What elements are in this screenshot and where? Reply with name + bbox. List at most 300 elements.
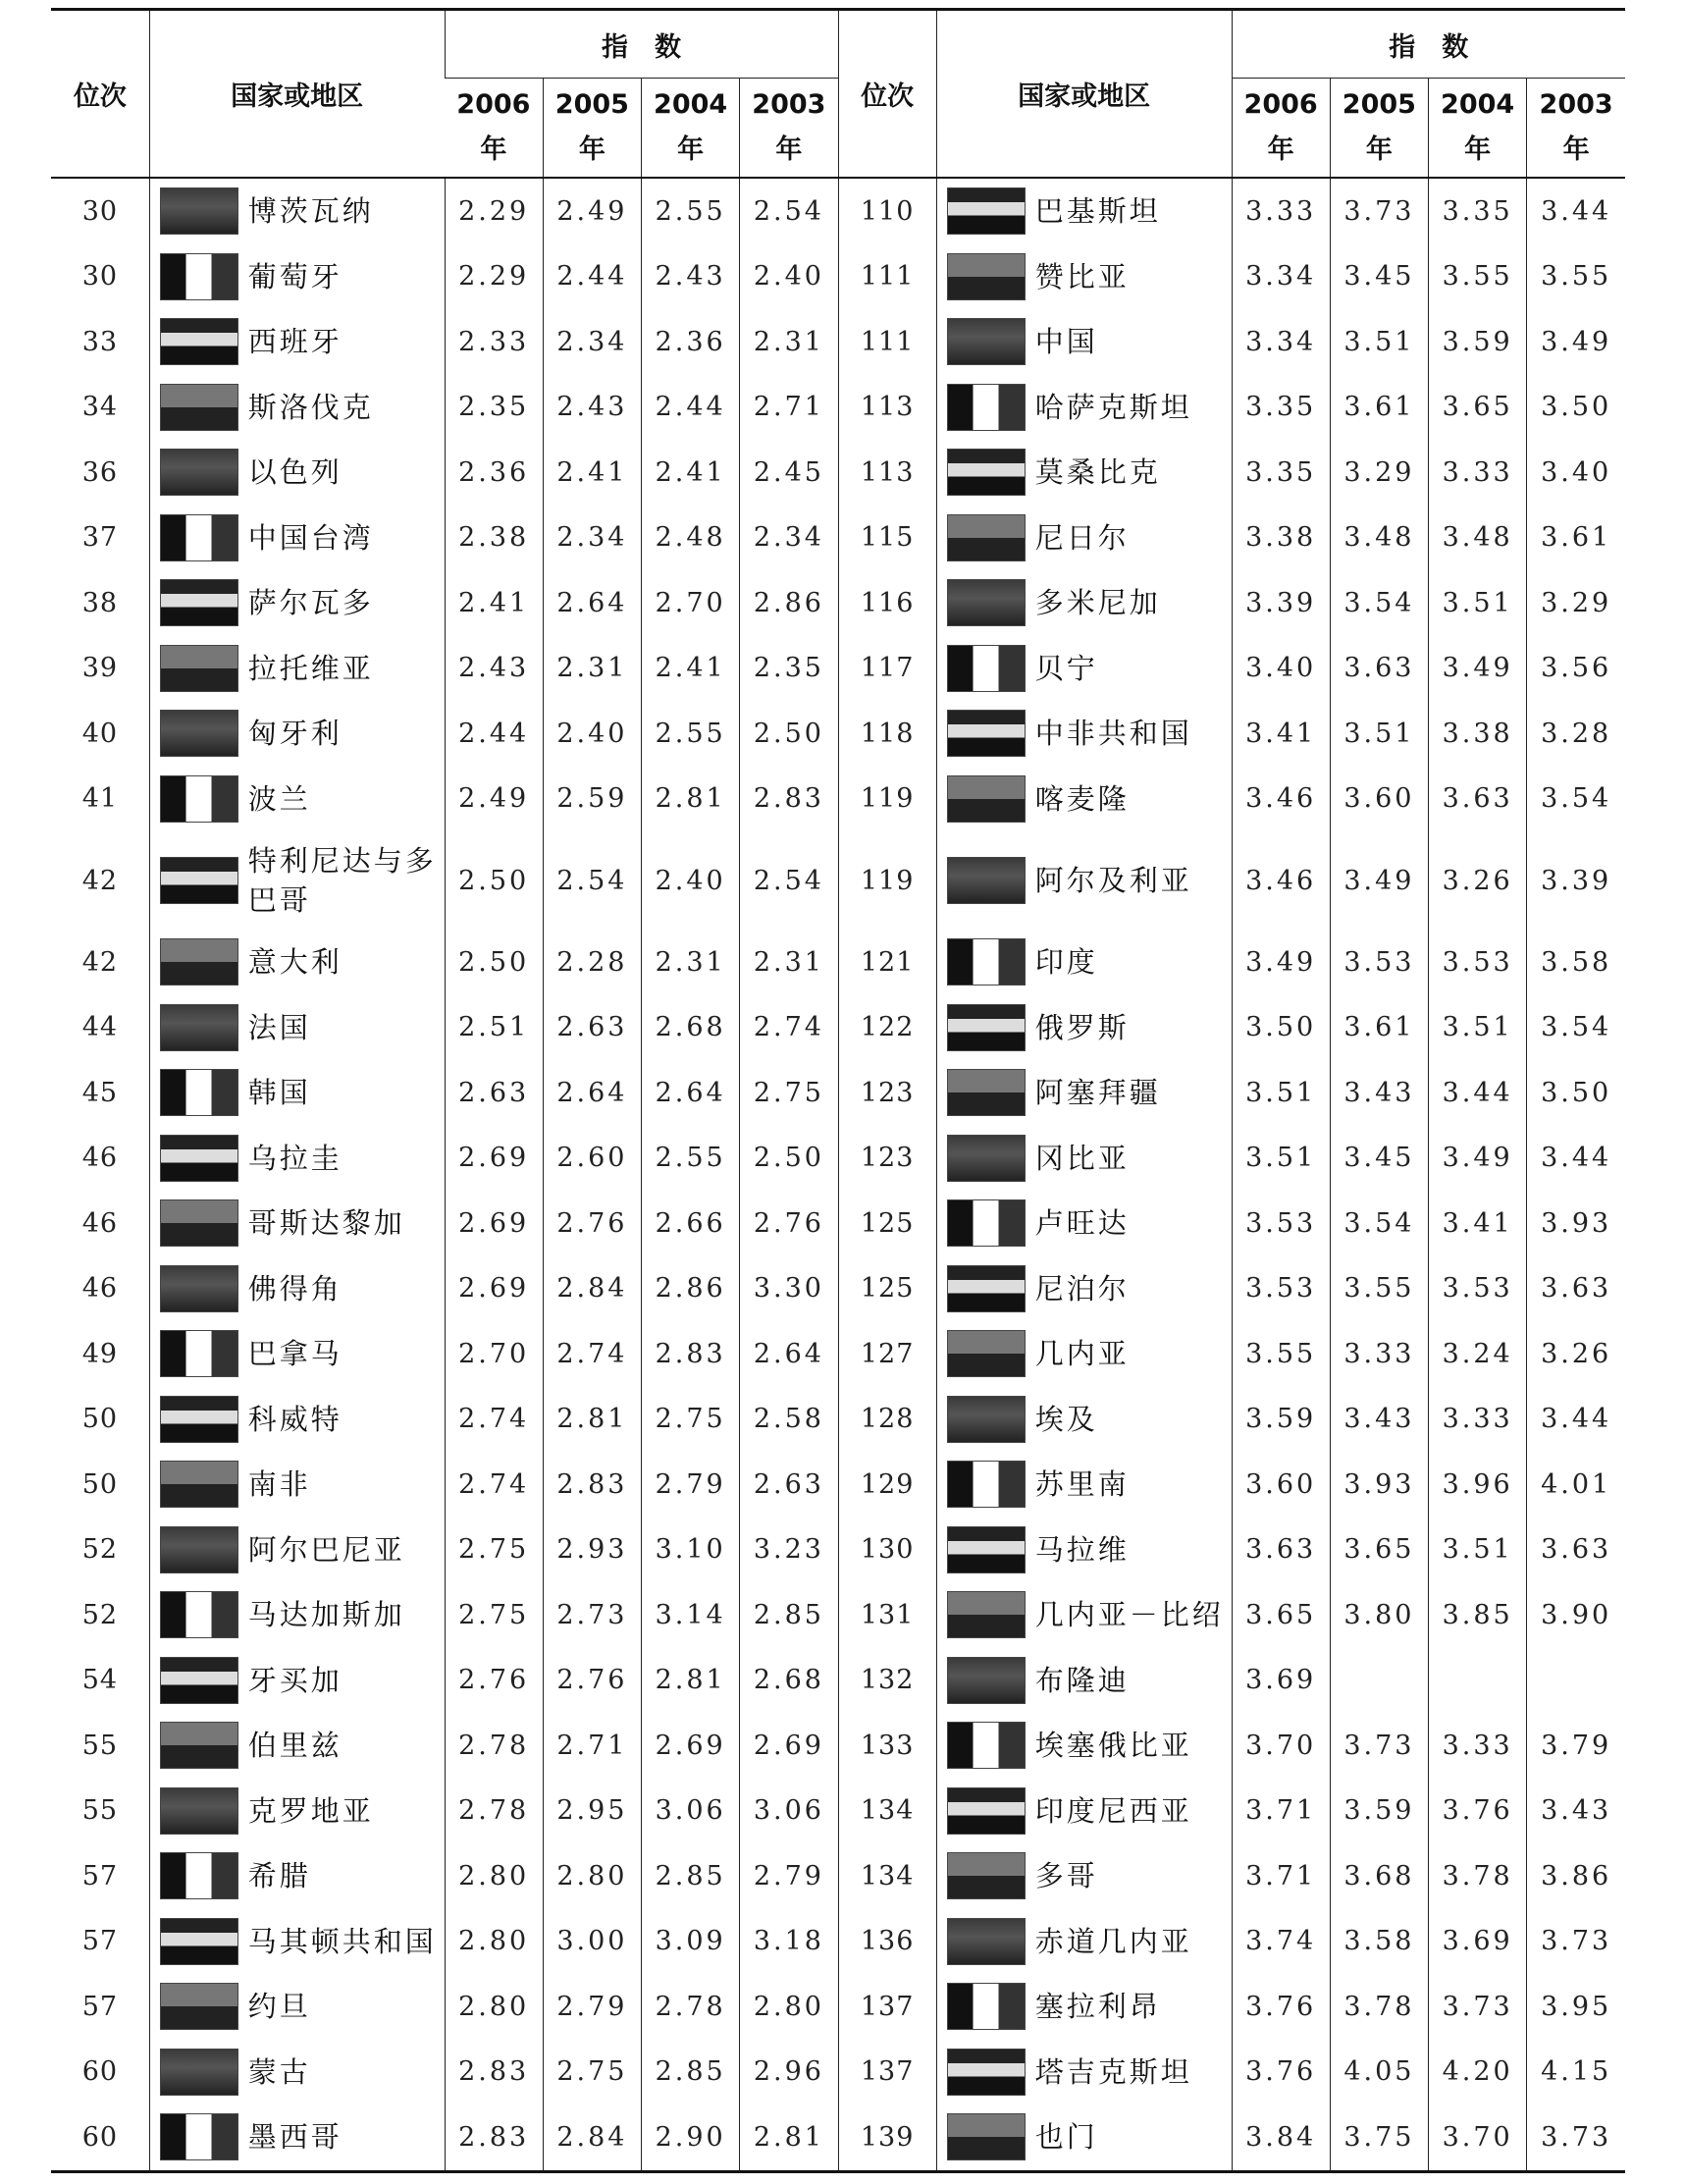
rank-cell: 116: [838, 570, 936, 636]
index-value-cell: 2.95: [543, 1779, 641, 1844]
country-name: 约旦: [247, 1990, 311, 2024]
country-cell: [149, 2104, 445, 2171]
index-value-cell: 2.81: [543, 1387, 641, 1453]
index-value-cell: 3.33: [1330, 1321, 1428, 1387]
index-value-cell: 3.39: [1232, 570, 1330, 636]
country-cell: [149, 375, 445, 441]
index-value-cell: 3.44: [1527, 178, 1625, 244]
index-value-cell: 2.69: [642, 1713, 740, 1779]
index-value-cell: 2.33: [445, 309, 543, 375]
rank-cell: 57: [81, 1991, 119, 2022]
index-value-cell: 3.73: [1330, 1713, 1428, 1779]
country-name: 赤道几内亚: [1034, 1924, 1192, 1958]
index-value-cell: 3.39: [1527, 831, 1625, 930]
country-name: 阿尔及利亚: [1034, 864, 1192, 897]
index-value-cell: 2.69: [740, 1713, 838, 1779]
flag-icon: [947, 710, 1026, 757]
country-name: 马拉维: [1034, 1532, 1130, 1567]
index-value-cell: 3.00: [543, 1909, 641, 1975]
index-value-cell: [1527, 1648, 1625, 1714]
table-row: [51, 440, 1625, 506]
index-value-cell: 2.54: [740, 178, 838, 244]
country-cell: [936, 506, 1232, 571]
country-name: 以色列: [247, 455, 342, 490]
index-value-cell: 3.34: [1232, 244, 1330, 310]
index-value-cell: 3.41: [1429, 1191, 1527, 1256]
country-name: 希腊: [247, 1859, 311, 1893]
flag-icon: [160, 1657, 238, 1704]
index-value-cell: 2.44: [642, 375, 740, 441]
country-cell: [936, 309, 1232, 375]
rank-cell: 57: [81, 1860, 119, 1891]
index-value-cell: 2.63: [445, 1060, 543, 1126]
index-value-cell: 3.70: [1232, 1713, 1330, 1779]
index-value-cell: 3.50: [1232, 995, 1330, 1061]
rank-cell: 36: [81, 456, 119, 488]
rank-cell: 137: [838, 2040, 936, 2105]
index-value-cell: 2.75: [543, 2040, 641, 2105]
rank-cell: 46: [81, 1143, 119, 1174]
table-row: [51, 1518, 1625, 1583]
table-row: [51, 1648, 1625, 1714]
index-value-cell: 3.73: [1527, 1909, 1625, 1975]
index-value-cell: 2.68: [740, 1648, 838, 1714]
index-value-cell: 2.63: [543, 995, 641, 1061]
flag-icon: [947, 1330, 1026, 1377]
country-name: 斯洛伐克: [247, 390, 374, 424]
country-header-left: 国家或地区: [149, 10, 445, 179]
country-name: 几内亚－比绍: [1034, 1598, 1224, 1632]
index-value-cell: 3.29: [1330, 440, 1428, 506]
country-name: 萨尔瓦多: [247, 586, 374, 620]
index-value-cell: 2.83: [543, 1452, 641, 1518]
index-value-cell: 2.44: [445, 701, 543, 767]
country-cell: [149, 1321, 445, 1387]
index-value-cell: 2.80: [740, 1974, 838, 2040]
country-cell: [936, 701, 1232, 767]
index-value-cell: 3.78: [1330, 1974, 1428, 2040]
country-name: 冈比亚: [1034, 1141, 1130, 1175]
year-header: 2004年: [1429, 79, 1527, 179]
index-value-cell: 3.65: [1232, 1582, 1330, 1648]
rank-cell: 128: [838, 1387, 936, 1453]
index-value-cell: 3.51: [1232, 1126, 1330, 1192]
index-value-cell: 2.78: [642, 1974, 740, 2040]
index-value-cell: 2.79: [642, 1452, 740, 1518]
rank-cell: 42: [81, 946, 119, 978]
index-value-cell: 2.75: [445, 1518, 543, 1583]
index-value-cell: 2.34: [740, 506, 838, 571]
index-value-cell: 3.65: [1330, 1518, 1428, 1583]
country-cell: [936, 1518, 1232, 1583]
rank-cell: 115: [838, 506, 936, 571]
index-value-cell: 2.74: [445, 1452, 543, 1518]
rank-cell: 39: [81, 653, 119, 684]
country-name: 阿尔巴尼亚: [247, 1532, 405, 1567]
index-value-cell: 2.40: [543, 701, 641, 767]
country-name: 韩国: [247, 1076, 311, 1110]
table-row: [51, 2040, 1625, 2105]
flag-icon: [160, 1330, 238, 1377]
index-value-cell: 2.36: [445, 440, 543, 506]
index-value-cell: 3.35: [1232, 440, 1330, 506]
index-value-cell: 2.45: [740, 440, 838, 506]
flag-icon: [160, 710, 238, 757]
flag-icon: [947, 857, 1026, 904]
index-value-cell: 3.48: [1429, 506, 1527, 571]
index-value-cell: 2.50: [740, 1126, 838, 1192]
table-row: [51, 1974, 1625, 2040]
year-header: 2006年: [445, 79, 543, 179]
index-value-cell: 3.53: [1232, 1256, 1330, 1322]
country-cell: [936, 1256, 1232, 1322]
flag-icon: [947, 449, 1026, 496]
flag-icon: [947, 1722, 1026, 1769]
table-row: [51, 1843, 1625, 1909]
rank-cell: 118: [838, 701, 936, 767]
index-value-cell: 2.54: [543, 831, 641, 930]
index-value-cell: 2.64: [642, 1060, 740, 1126]
index-value-cell: 2.75: [445, 1582, 543, 1648]
index-value-cell: 3.76: [1429, 1779, 1527, 1844]
index-value-cell: 3.54: [1330, 570, 1428, 636]
index-value-cell: 2.96: [740, 2040, 838, 2105]
country-name: 中国: [1034, 325, 1098, 359]
country-name: 中国台湾: [247, 520, 374, 555]
index-value-cell: 3.33: [1429, 1713, 1527, 1779]
index-value-cell: 3.53: [1330, 930, 1428, 995]
country-name: 科威特: [247, 1402, 342, 1436]
index-value-cell: 3.40: [1232, 636, 1330, 702]
country-name: 俄罗斯: [1034, 1010, 1130, 1044]
index-value-cell: 3.58: [1330, 1909, 1428, 1975]
country-name: 多哥: [1034, 1859, 1098, 1893]
rank-cell: 125: [838, 1191, 936, 1256]
country-name: 巴基斯坦: [1034, 194, 1161, 229]
table-row: [51, 570, 1625, 636]
rank-cell: 55: [81, 1730, 119, 1761]
index-value-cell: 3.33: [1429, 440, 1527, 506]
country-cell: [149, 930, 445, 995]
index-value-cell: 2.41: [543, 440, 641, 506]
country-name: 塞拉利昂: [1034, 1990, 1161, 2024]
index-value-cell: 3.10: [642, 1518, 740, 1583]
country-cell: [936, 2040, 1232, 2105]
index-value-cell: 2.71: [740, 375, 838, 441]
index-value-cell: 3.51: [1429, 570, 1527, 636]
index-value-cell: 3.35: [1429, 178, 1527, 244]
rank-cell: 50: [81, 1404, 119, 1435]
index-value-cell: 2.74: [740, 995, 838, 1061]
country-cell: [149, 1518, 445, 1583]
table-row: [51, 375, 1625, 441]
rank-cell: 119: [838, 831, 936, 930]
flag-icon: [947, 1787, 1026, 1835]
index-value-cell: 2.90: [642, 2104, 740, 2171]
country-cell: [149, 767, 445, 832]
country-name: 马达加斯加: [247, 1598, 405, 1632]
country-name: 蒙古: [247, 2054, 311, 2089]
index-value-cell: 3.61: [1330, 375, 1428, 441]
year-header: 2005年: [1330, 79, 1428, 179]
index-value-cell: 4.05: [1330, 2040, 1428, 2105]
rank-cell: 60: [81, 2056, 119, 2088]
table-row: [51, 2104, 1625, 2171]
country-name: 卢旺达: [1034, 1206, 1130, 1241]
index-value-cell: 3.73: [1429, 1974, 1527, 2040]
country-name: 乌拉圭: [247, 1141, 342, 1175]
flag-icon: [160, 579, 238, 626]
country-cell: [936, 1387, 1232, 1453]
index-value-cell: 3.75: [1330, 2104, 1428, 2171]
index-value-cell: 3.95: [1527, 1974, 1625, 2040]
flag-icon: [160, 187, 238, 235]
country-cell: [149, 1843, 445, 1909]
flag-icon: [947, 938, 1026, 985]
index-value-cell: 2.81: [642, 1648, 740, 1714]
country-name: 南非: [247, 1467, 311, 1502]
index-value-cell: 2.50: [445, 930, 543, 995]
country-cell: [149, 1452, 445, 1518]
index-value-cell: 2.29: [445, 244, 543, 310]
index-value-cell: 2.70: [642, 570, 740, 636]
country-name: 塔吉克斯坦: [1034, 2054, 1192, 2089]
country-cell: [149, 995, 445, 1061]
index-value-cell: 3.59: [1330, 1779, 1428, 1844]
index-value-cell: 4.20: [1429, 2040, 1527, 2105]
index-value-cell: 2.71: [543, 1713, 641, 1779]
index-value-cell: 3.51: [1330, 309, 1428, 375]
index-value-cell: 2.69: [445, 1126, 543, 1192]
index-value-cell: 2.43: [543, 375, 641, 441]
rank-cell: 42: [81, 865, 119, 896]
country-name: 法国: [247, 1010, 311, 1044]
rank-cell: 134: [838, 1843, 936, 1909]
index-value-cell: 3.63: [1429, 767, 1527, 832]
country-cell: [936, 1126, 1232, 1192]
country-cell: [936, 1582, 1232, 1648]
index-value-cell: 2.76: [543, 1191, 641, 1256]
country-name: 西班牙: [247, 325, 342, 359]
rank-cell: 122: [838, 995, 936, 1061]
country-cell: [936, 178, 1232, 244]
index-value-cell: 3.76: [1232, 2040, 1330, 2105]
country-name: 赞比亚: [1034, 259, 1130, 293]
index-value-cell: 2.80: [445, 1909, 543, 1975]
index-value-cell: 3.49: [1429, 636, 1527, 702]
rank-cell: 133: [838, 1713, 936, 1779]
index-value-cell: 3.44: [1527, 1387, 1625, 1453]
index-value-cell: 3.06: [642, 1779, 740, 1844]
country-cell: [149, 244, 445, 310]
country-name: 佛得角: [247, 1271, 342, 1305]
flag-icon: [160, 1722, 238, 1769]
rank-cell: 130: [838, 1518, 936, 1583]
country-name: 尼泊尔: [1034, 1271, 1130, 1305]
index-value-cell: 2.29: [445, 178, 543, 244]
rank-cell: 30: [81, 195, 119, 227]
country-cell: [936, 570, 1232, 636]
rank-cell: 121: [838, 930, 936, 995]
table-row: [51, 244, 1625, 310]
year-header: 2003年: [1527, 79, 1625, 179]
country-cell: [936, 831, 1232, 930]
index-value-cell: 2.41: [642, 440, 740, 506]
index-value-cell: 2.31: [642, 930, 740, 995]
rank-cell: 136: [838, 1909, 936, 1975]
index-value-cell: [1429, 1648, 1527, 1714]
index-table-container: [51, 8, 1625, 2173]
country-cell: [936, 1191, 1232, 1256]
index-value-cell: 2.58: [740, 1387, 838, 1453]
index-value-cell: 2.69: [445, 1256, 543, 1322]
country-name: 也门: [1034, 2120, 1098, 2155]
country-cell: [149, 1779, 445, 1844]
index-value-cell: 2.50: [740, 701, 838, 767]
rank-cell: 119: [838, 767, 936, 832]
index-value-cell: 3.85: [1429, 1582, 1527, 1648]
table-row: [51, 930, 1625, 995]
flag-icon: [160, 1004, 238, 1051]
index-value-cell: 3.45: [1330, 1126, 1428, 1192]
flag-icon: [947, 1983, 1026, 2030]
index-value-cell: 2.83: [740, 767, 838, 832]
year-header: 2005年: [543, 79, 641, 179]
flag-icon: [947, 775, 1026, 823]
country-cell: [149, 440, 445, 506]
country-cell: [149, 831, 445, 930]
index-value-cell: 2.48: [642, 506, 740, 571]
country-cell: [936, 1713, 1232, 1779]
table-body: [51, 178, 1625, 2171]
index-value-cell: 2.55: [642, 701, 740, 767]
index-value-cell: 3.26: [1429, 831, 1527, 930]
index-value-cell: 4.01: [1527, 1452, 1625, 1518]
flag-icon: [947, 1461, 1026, 1508]
country-cell: [936, 440, 1232, 506]
country-name: 特利尼达与多巴哥: [247, 844, 437, 917]
index-value-cell: 2.76: [740, 1191, 838, 1256]
index-value-cell: 2.78: [445, 1779, 543, 1844]
table-row: [51, 1126, 1625, 1192]
country-cell: [149, 1974, 445, 2040]
index-value-cell: 3.55: [1429, 244, 1527, 310]
index-value-cell: 3.71: [1232, 1779, 1330, 1844]
index-value-cell: 3.28: [1527, 701, 1625, 767]
rank-cell: 113: [838, 440, 936, 506]
index-value-cell: 3.96: [1429, 1452, 1527, 1518]
index-value-cell: 2.43: [642, 244, 740, 310]
rank-cell: 139: [838, 2104, 936, 2171]
index-value-cell: 2.70: [445, 1321, 543, 1387]
index-value-cell: 3.43: [1330, 1060, 1428, 1126]
index-value-cell: 2.35: [445, 375, 543, 441]
rank-cell: 37: [81, 522, 119, 554]
flag-icon: [947, 1918, 1026, 1965]
country-cell: [149, 178, 445, 244]
country-cell: [936, 1452, 1232, 1518]
country-cell: [149, 1387, 445, 1453]
country-name: 伯里兹: [247, 1729, 342, 1763]
index-header-left: 指 数: [445, 10, 838, 79]
rank-cell: 38: [81, 587, 119, 618]
flag-icon: [160, 1526, 238, 1573]
index-value-cell: 3.09: [642, 1909, 740, 1975]
country-name: 中非共和国: [1034, 717, 1192, 751]
index-value-cell: 2.73: [543, 1582, 641, 1648]
index-value-cell: 3.41: [1232, 701, 1330, 767]
flag-icon: [947, 1591, 1026, 1638]
index-value-cell: 3.49: [1232, 930, 1330, 995]
index-value-cell: 3.78: [1429, 1843, 1527, 1909]
rank-cell: 54: [81, 1665, 119, 1696]
index-value-cell: 3.63: [1330, 636, 1428, 702]
flag-icon: [947, 514, 1026, 561]
index-value-cell: 2.79: [543, 1974, 641, 2040]
index-value-cell: 2.85: [740, 1582, 838, 1648]
country-cell: [149, 701, 445, 767]
index-value-cell: 2.86: [740, 570, 838, 636]
table-row: [51, 309, 1625, 375]
table-row: [51, 831, 1625, 930]
flag-icon: [160, 2049, 238, 2096]
index-value-cell: 2.49: [445, 767, 543, 832]
table-row: [51, 1321, 1625, 1387]
index-value-cell: 3.58: [1527, 930, 1625, 995]
index-value-cell: 2.83: [445, 2040, 543, 2105]
index-value-cell: 2.76: [543, 1648, 641, 1714]
country-cell: [149, 1191, 445, 1256]
table-row: [51, 1060, 1625, 1126]
flag-icon: [160, 1787, 238, 1835]
flag-icon: [947, 1526, 1026, 1573]
rank-cell: 134: [838, 1779, 936, 1844]
index-table: [51, 8, 1625, 2173]
index-value-cell: 3.68: [1330, 1843, 1428, 1909]
country-name: 埃及: [1034, 1402, 1098, 1436]
index-value-cell: 3.44: [1527, 1126, 1625, 1192]
index-value-cell: 3.18: [740, 1909, 838, 1975]
flag-icon: [160, 449, 238, 496]
index-value-cell: 3.60: [1330, 767, 1428, 832]
flag-icon: [160, 1918, 238, 1965]
index-value-cell: 2.83: [445, 2104, 543, 2171]
index-value-cell: 3.76: [1232, 1974, 1330, 2040]
index-value-cell: 2.74: [543, 1321, 641, 1387]
index-value-cell: 3.54: [1527, 995, 1625, 1061]
index-value-cell: 2.28: [543, 930, 641, 995]
flag-icon: [947, 1004, 1026, 1051]
flag-icon: [160, 1199, 238, 1247]
table-header: [51, 10, 1625, 179]
country-cell: [149, 570, 445, 636]
table-row: [51, 506, 1625, 571]
rank-cell: 123: [838, 1126, 936, 1192]
flag-icon: [160, 1852, 238, 1899]
country-name: 印度尼西亚: [1034, 1793, 1192, 1828]
index-value-cell: 3.55: [1527, 244, 1625, 310]
year-header: 2004年: [642, 79, 740, 179]
flag-icon: [947, 579, 1026, 626]
index-value-cell: 3.54: [1330, 1191, 1428, 1256]
index-value-cell: 3.49: [1527, 309, 1625, 375]
index-value-cell: 2.79: [740, 1843, 838, 1909]
country-cell: [936, 930, 1232, 995]
index-value-cell: 3.69: [1232, 1648, 1330, 1714]
index-value-cell: 3.43: [1527, 1779, 1625, 1844]
index-value-cell: 3.61: [1527, 506, 1625, 571]
flag-icon: [160, 857, 238, 904]
